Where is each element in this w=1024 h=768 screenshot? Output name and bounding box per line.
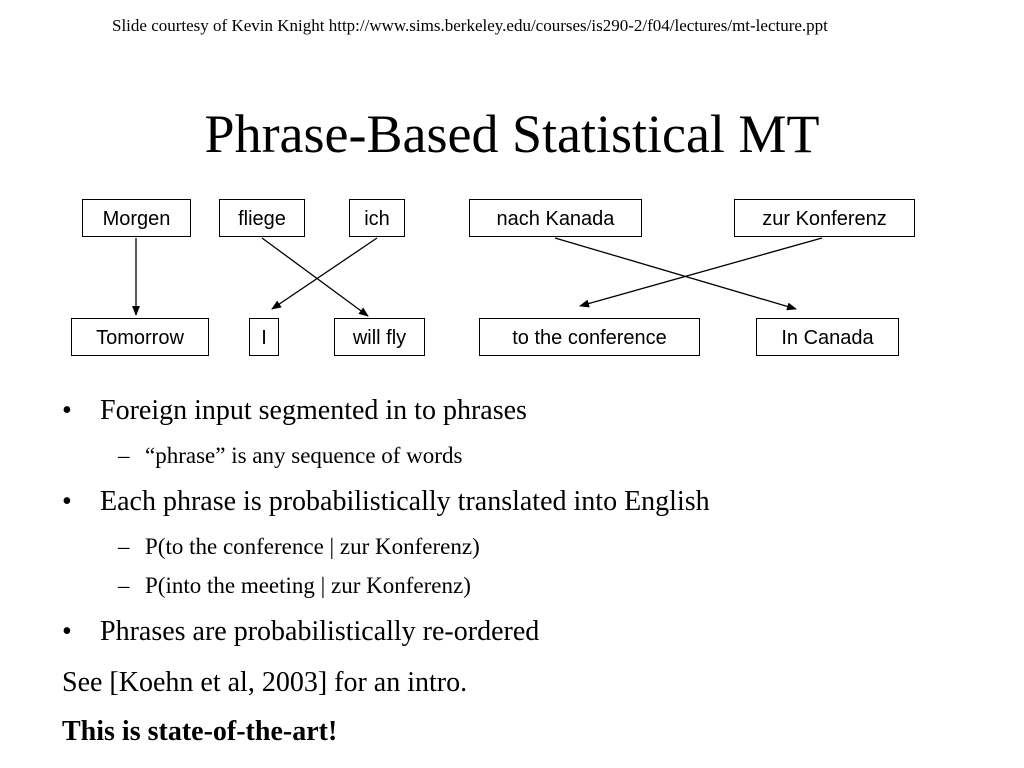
sub-bullet-text: “phrase” is any sequence of words — [145, 443, 463, 468]
source-phrase-zur-konferenz: zur Konferenz — [734, 199, 915, 237]
source-phrase-ich: ich — [349, 199, 405, 237]
bullet-mark: • — [62, 616, 72, 647]
source-phrase-nach-kanada: nach Kanada — [469, 199, 642, 237]
source-phrase-morgen: Morgen — [82, 199, 191, 237]
target-phrase-in-canada: In Canada — [756, 318, 899, 356]
arrow-ich-i — [272, 238, 377, 309]
sub-bullet-text: P(to the conference | zur Konferenz) — [145, 534, 480, 559]
arrow-fliege-will-fly — [262, 238, 368, 316]
bullet-text: Foreign input segmented in to phrases — [100, 395, 527, 426]
bullet-mark: • — [62, 395, 72, 426]
arrow-zur-konferenz-to-the-conference — [580, 238, 822, 306]
dash-mark: – — [118, 443, 130, 468]
dash-mark: – — [118, 573, 130, 598]
target-phrase-will-fly: will fly — [334, 318, 425, 356]
bullet-text: Phrases are probabilistically re-ordered — [100, 616, 540, 647]
arrow-nach-kanada-in-canada — [555, 238, 796, 309]
bullet-mark: • — [62, 486, 72, 517]
dash-mark: – — [118, 534, 130, 559]
target-phrase-i: I — [249, 318, 279, 356]
state-of-the-art-note: This is state-of-the-art! — [62, 716, 338, 747]
see-also-reference: See [Koehn et al, 2003] for an intro. — [62, 667, 468, 698]
source-phrase-fliege: fliege — [219, 199, 305, 237]
sub-bullet-text: P(into the meeting | zur Konferenz) — [145, 573, 471, 598]
slide-title: Phrase-Based Statistical MT — [204, 104, 820, 164]
target-phrase-to-the-conference: to the conference — [479, 318, 700, 356]
target-phrase-tomorrow: Tomorrow — [71, 318, 209, 356]
bullet-text: Each phrase is probabilistically translated into English — [100, 486, 710, 517]
slide-credit: Slide courtesy of Kevin Knight http://www.sims.berkeley.edu/courses/is290-2/f04/lectures/mt-lecture.ppt — [112, 16, 828, 35]
